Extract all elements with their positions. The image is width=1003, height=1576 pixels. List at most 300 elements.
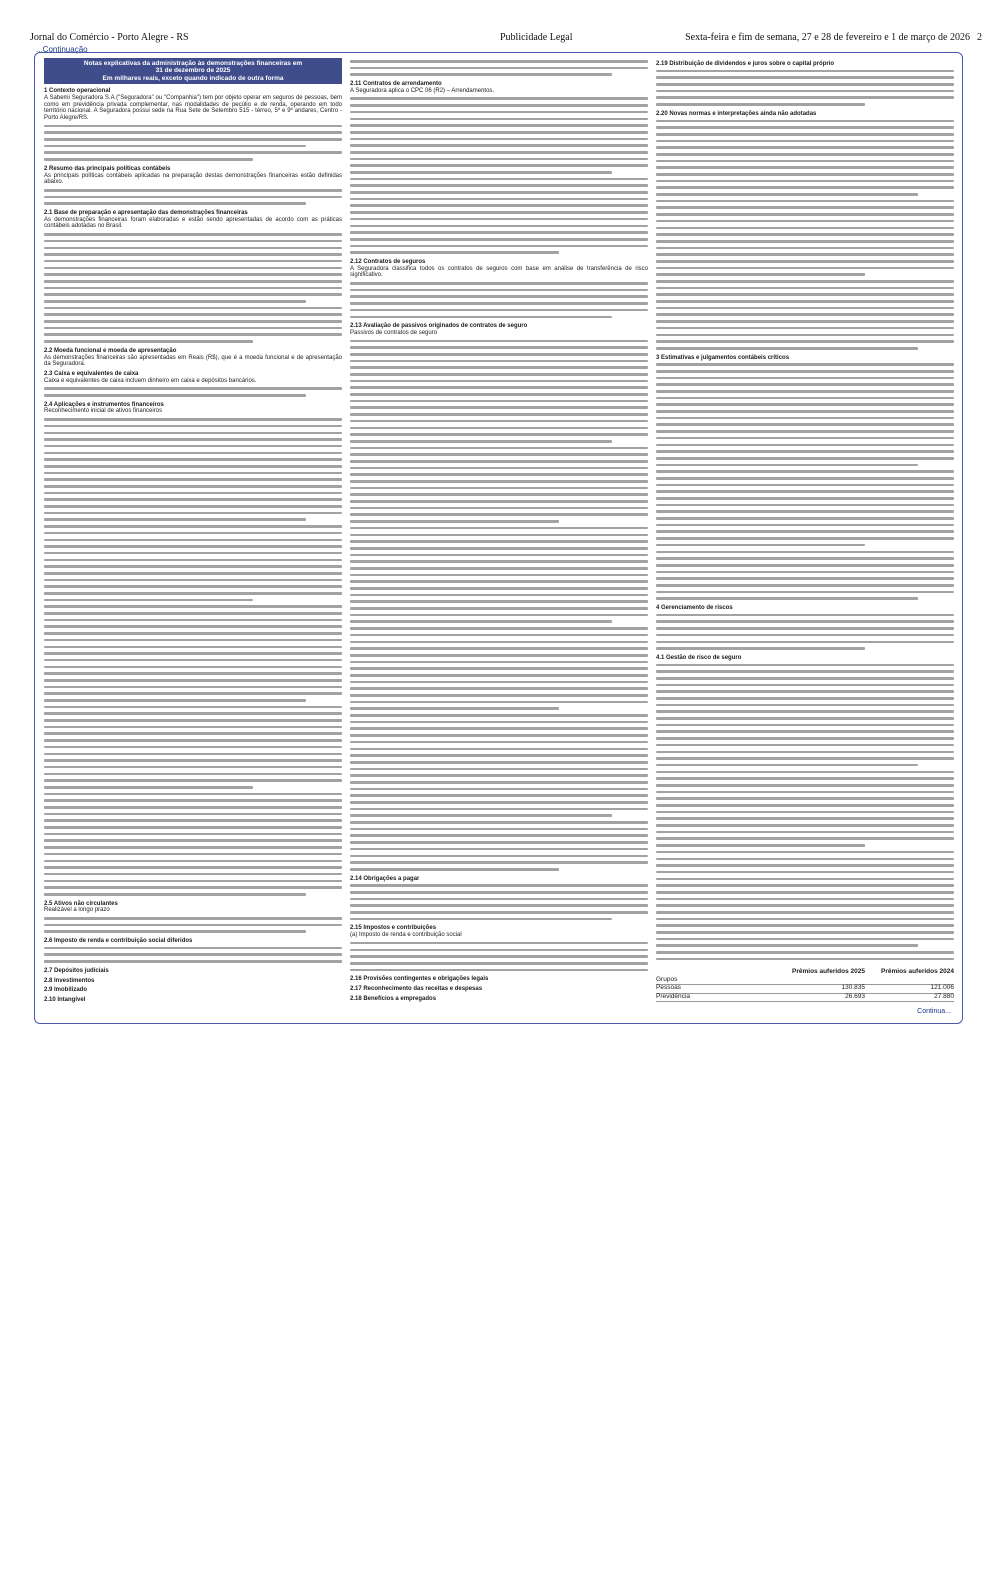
- body-text-line: [656, 789, 954, 796]
- body-text-line: [656, 695, 954, 702]
- body-text-line: [350, 940, 648, 947]
- body-text-line: [350, 632, 648, 639]
- body-text-line: [656, 809, 954, 816]
- body-text-line: [44, 550, 342, 557]
- body-text-line: [656, 835, 954, 842]
- body-text-line: [350, 846, 648, 853]
- body-text-line: [44, 617, 342, 624]
- body-text-line: [44, 305, 342, 312]
- body-text-line: [350, 505, 648, 512]
- body-text-line: [44, 278, 342, 285]
- body-text-line: [44, 503, 342, 510]
- body-text-line: [44, 891, 342, 898]
- body-text-line: [656, 184, 954, 191]
- body-text-line: [44, 630, 342, 637]
- body-text-line: [350, 792, 648, 799]
- body-text-line: [44, 717, 342, 724]
- body-text-line: [44, 690, 342, 697]
- body-text-line: [656, 929, 954, 936]
- section-heading: 2.4 Aplicações e instrumentos financeiros: [44, 401, 164, 408]
- body-text-line: [656, 428, 954, 435]
- section-heading: 2.1 Base de preparação e apresentação das demonstrações financeiras: [44, 210, 248, 217]
- body-text-line: [656, 876, 954, 883]
- body-text-line: [350, 142, 648, 149]
- body-text-line: [656, 916, 954, 923]
- body-text-line: [656, 668, 954, 675]
- body-text-line: [656, 849, 954, 856]
- body-text-line: [656, 448, 954, 455]
- body-text-line: [656, 842, 954, 849]
- body-text-line: [350, 889, 648, 896]
- body-text-line: [44, 710, 342, 717]
- body-text-line: [656, 632, 954, 639]
- body-text-line: [656, 488, 954, 495]
- body-text-line: [44, 231, 342, 238]
- body-text-line: [350, 732, 648, 739]
- body-text-line: [656, 332, 954, 339]
- body-text-line: [44, 443, 342, 450]
- body-text-line: [656, 191, 954, 198]
- body-text-line: [656, 782, 954, 789]
- body-text-line: [350, 859, 648, 866]
- column-1: [44, 58, 342, 1004]
- body-text-line: [350, 287, 648, 294]
- body-text-line: [656, 612, 954, 619]
- body-text-line: [656, 856, 954, 863]
- section-heading: 4 Gerenciamento de riscos: [656, 605, 733, 612]
- body-text-line: [656, 291, 954, 298]
- body-text-line: [656, 338, 954, 345]
- body-text-line: [656, 151, 954, 158]
- body-text-line: [656, 708, 954, 715]
- body-text-line: [350, 411, 648, 418]
- body-text-line: [350, 169, 648, 176]
- body-text-line: [350, 902, 648, 909]
- body-text-line: [350, 314, 648, 321]
- body-text-line: [656, 211, 954, 218]
- body-text-line: [44, 416, 342, 423]
- body-text-line: [44, 664, 342, 671]
- body-text-line: [656, 722, 954, 729]
- body-text-line: [656, 88, 954, 95]
- section-text: Reconhecimento inicial de ativos financeiros: [44, 408, 163, 415]
- body-text-line: [44, 958, 342, 965]
- body-text-line: [44, 463, 342, 470]
- body-text-line: [44, 884, 342, 891]
- body-text-line: [350, 391, 648, 398]
- body-text-line: [656, 569, 954, 576]
- body-text-line: [44, 784, 342, 791]
- body-text-line: [656, 595, 954, 602]
- section-text: A Sabemi Seguradora S.A ("Seguradora" ou "Companhia") tem por objeto operar em seguros de pessoas, bem como em previdência privada complementar, nas modalidades de pecúlio e de renda, operando em todo território nacional. A Seguradora possui sede na Rua Sete de Setembro 515 - térreo, 5º e 9º andares, Centro - Porto Alegre/RS.: [44, 94, 342, 122]
- body-text-line: [44, 623, 342, 630]
- body-text-line: [656, 762, 954, 769]
- body-text-line: [656, 688, 954, 695]
- body-text-line: [350, 398, 648, 405]
- section-text: As principais políticas contábeis aplicadas na preparação destas demonstrações financeiras estão definidas abaixo.: [44, 172, 342, 186]
- body-text-line: [44, 563, 342, 570]
- body-text-line: [350, 712, 648, 719]
- body-text-line: [656, 388, 954, 395]
- body-text-line: [350, 679, 648, 686]
- body-text-line: [44, 245, 342, 252]
- notes-title-line: 31 de dezembro de 2025: [155, 67, 231, 75]
- section-heading: 2.10 Intangível: [44, 996, 86, 1003]
- body-text-line: [656, 462, 954, 469]
- body-text-line: [44, 331, 342, 338]
- body-text-line: [350, 947, 648, 954]
- body-text-line: [350, 425, 648, 432]
- body-text-line: [350, 364, 648, 371]
- body-text-line: [656, 265, 954, 272]
- body-text-line: [656, 802, 954, 809]
- body-text-line: [656, 542, 954, 549]
- body-text-line: [350, 692, 648, 699]
- body-text-line: [656, 298, 954, 305]
- body-text-line: [656, 956, 954, 963]
- body-text-line: [350, 109, 648, 116]
- body-text-line: [350, 95, 648, 102]
- body-text-line: [656, 795, 954, 802]
- body-text-line: [656, 555, 954, 562]
- section-heading: 2.3 Caixa e equivalentes de caixa: [44, 370, 139, 377]
- body-text-line: [350, 58, 648, 65]
- body-text-line: [350, 511, 648, 518]
- body-text-line: [350, 853, 648, 860]
- body-text-line: [656, 815, 954, 822]
- body-text-line: [350, 438, 648, 445]
- body-text-line: [656, 368, 954, 375]
- body-text-line: [350, 672, 648, 679]
- body-text-line: [44, 811, 342, 818]
- body-text-line: [656, 225, 954, 232]
- body-text-line: [656, 562, 954, 569]
- body-text-line: [350, 458, 648, 465]
- body-text-line: [656, 285, 954, 292]
- body-text-line: [656, 869, 954, 876]
- body-text-line: [44, 704, 342, 711]
- section-heading: 2.8 Investimentos: [44, 977, 95, 984]
- notes-title: [44, 58, 342, 84]
- body-text-line: [44, 951, 342, 958]
- body-text-line: [350, 102, 648, 109]
- body-text-line: [350, 532, 648, 539]
- body-text-line: [350, 605, 648, 612]
- body-text-line: [656, 936, 954, 943]
- body-text-line: [350, 525, 648, 532]
- body-text-line: [44, 737, 342, 744]
- body-text-line: [44, 143, 342, 150]
- body-text-line: [44, 470, 342, 477]
- body-text-line: [44, 385, 342, 392]
- body-text-line: [656, 639, 954, 646]
- body-text-line: [44, 610, 342, 617]
- body-text-line: [44, 129, 342, 136]
- body-text-line: [44, 325, 342, 332]
- body-text-line: [350, 909, 648, 916]
- body-text-line: [350, 445, 648, 452]
- body-text-line: [44, 496, 342, 503]
- body-text-line: [350, 806, 648, 813]
- body-text-line: [350, 645, 648, 652]
- section-heading: 4.1 Gestão de risco de seguro: [656, 654, 742, 661]
- body-text-line: [656, 101, 954, 108]
- body-text-line: [350, 565, 648, 572]
- body-text-line: [44, 423, 342, 430]
- table-cell: 27.880: [934, 993, 954, 1001]
- section-heading: 2.20 Novas normas e interpretações ainda não adotadas: [656, 110, 817, 117]
- body-text-line: [656, 238, 954, 245]
- body-text-line: [656, 535, 954, 542]
- body-text-line: [350, 149, 648, 156]
- body-text-line: [44, 757, 342, 764]
- table-row: [656, 985, 954, 994]
- body-text-line: [656, 682, 954, 689]
- body-text-line: [656, 645, 954, 652]
- body-text-line: [44, 644, 342, 651]
- table-cell: Pessoas: [656, 984, 681, 992]
- body-text-line: [350, 786, 648, 793]
- body-text-line: [44, 804, 342, 811]
- body-text-line: [44, 187, 342, 194]
- section-heading: 2.18 Benefícios a empregados: [350, 995, 437, 1002]
- body-text-line: [44, 510, 342, 517]
- notes-title-line: Notas explicativas da administração às demonstrações financeiras em: [83, 60, 303, 67]
- body-text-line: [44, 557, 342, 564]
- body-text-line: [350, 960, 648, 967]
- body-text-line: [656, 178, 954, 185]
- body-text-line: [350, 431, 648, 438]
- body-text-line: [656, 204, 954, 211]
- body-text-line: [44, 291, 342, 298]
- body-text-line: [44, 603, 342, 610]
- body-text-line: [44, 637, 342, 644]
- body-text-line: [350, 491, 648, 498]
- body-text-line: [350, 866, 648, 873]
- body-text-line: [350, 759, 648, 766]
- body-text-line: [350, 358, 648, 365]
- table-row: [656, 994, 954, 1003]
- body-text-line: [350, 518, 648, 525]
- column-3: [656, 58, 954, 1002]
- body-text-line: [350, 249, 648, 256]
- body-text-line: [350, 300, 648, 307]
- body-text-line: [350, 122, 648, 129]
- body-text-line: [44, 878, 342, 885]
- body-text-line: [44, 684, 342, 691]
- body-text-line: [656, 271, 954, 278]
- body-text-line: [350, 216, 648, 223]
- body-text-line: [350, 618, 648, 625]
- section-text: Realizável a longo prazo: [44, 907, 110, 914]
- body-text-line: [350, 552, 648, 559]
- body-text-line: [44, 771, 342, 778]
- body-text-line: [350, 196, 648, 203]
- body-text-line: [350, 598, 648, 605]
- section-text: A Seguradora classifica todos os contratos de seguros com base em análise de transferência de risco significativo.: [350, 265, 648, 279]
- body-text-line: [656, 942, 954, 949]
- body-text-line: [656, 74, 954, 81]
- body-text-line: [350, 136, 648, 143]
- body-text-line: [350, 766, 648, 773]
- body-text-line: [44, 298, 342, 305]
- body-text-line: [656, 549, 954, 556]
- body-text-line: [350, 378, 648, 385]
- body-text-line: [656, 749, 954, 756]
- body-text-line: [656, 949, 954, 956]
- body-text-line: [656, 902, 954, 909]
- body-text-line: [44, 258, 342, 265]
- body-text-line: [350, 344, 648, 351]
- table-row: [656, 976, 954, 985]
- section-heading: 2.15 Impostos e contribuições: [350, 925, 437, 932]
- body-text-line: [350, 129, 648, 136]
- body-text-line: [656, 198, 954, 205]
- body-text-line: [656, 822, 954, 829]
- body-text-line: [44, 670, 342, 677]
- body-text-line: [350, 451, 648, 458]
- body-text-line: [44, 730, 342, 737]
- body-text-line: [656, 401, 954, 408]
- body-text-line: [656, 118, 954, 125]
- body-text-line: [656, 515, 954, 522]
- table-header-cell: Prêmios auferidos 2024: [881, 968, 954, 976]
- notes-title-line: Em milhares reais, exceto quando indicado de outra forma: [102, 74, 284, 82]
- body-text-line: [44, 490, 342, 497]
- body-text-line: [350, 839, 648, 846]
- section-heading: 2.14 Obrigações a pagar: [350, 875, 420, 882]
- body-text-line: [350, 639, 648, 646]
- page-number: 2: [977, 32, 982, 43]
- body-text-line: [44, 871, 342, 878]
- body-text-line: [44, 577, 342, 584]
- body-text-line: [44, 483, 342, 490]
- body-text-line: [44, 824, 342, 831]
- body-text-line: [656, 675, 954, 682]
- body-text-line: [350, 652, 648, 659]
- section-heading: 2.11 Contratos de arrendamento: [350, 81, 442, 88]
- body-text-line: [350, 967, 648, 974]
- table-cell: 130.835: [841, 984, 865, 992]
- body-text-line: [44, 156, 342, 163]
- section-heading: 2.19 Distribuição de dividendos e juros sobre o capital próprio: [656, 61, 835, 67]
- body-text-line: [656, 305, 954, 312]
- continuation-label: ...Continuação: [36, 45, 88, 54]
- body-text-line: [350, 485, 648, 492]
- issue-date: Sexta-feira e fim de semana, 27 e 28 de fevereiro e 1 de março de 2026: [685, 32, 970, 43]
- body-text-line: [44, 456, 342, 463]
- body-text-line: [656, 495, 954, 502]
- body-text-line: [350, 558, 648, 565]
- body-text-line: [350, 752, 648, 759]
- body-text-line: [350, 739, 648, 746]
- body-text-line: [350, 65, 648, 72]
- body-text-line: [656, 755, 954, 762]
- section-heading: 2.17 Reconhecimento das receitas e despesas: [350, 985, 483, 992]
- table-cell: Previdência: [656, 993, 690, 1001]
- body-text-line: [350, 371, 648, 378]
- body-text-line: [656, 325, 954, 332]
- body-text-line: [44, 597, 342, 604]
- table-cell: Grupos: [656, 975, 678, 983]
- body-text-line: [44, 311, 342, 318]
- section-heading: 2.6 Imposto de renda e contribuição social diferidos: [44, 938, 193, 945]
- body-text-line: [44, 677, 342, 684]
- body-text-line: [350, 896, 648, 903]
- body-text-line: [656, 345, 954, 352]
- body-text-line: [44, 945, 342, 952]
- section-text: As demonstrações financeiras são apresentadas em Reais (R$), que é a moeda funcional e de apresentação da Seguradora.: [44, 354, 342, 368]
- body-text-line: [44, 791, 342, 798]
- body-text-line: [350, 465, 648, 472]
- body-text-line: [44, 543, 342, 550]
- body-text-line: [44, 844, 342, 851]
- table-cell: 121.006: [930, 984, 954, 992]
- body-text-line: [350, 243, 648, 250]
- body-text-line: [350, 71, 648, 78]
- body-text-line: [350, 882, 648, 889]
- body-text-line: [44, 392, 342, 399]
- table-cell: 26.693: [845, 993, 865, 1001]
- body-text-line: [350, 953, 648, 960]
- body-text-line: [656, 381, 954, 388]
- body-text-line: [350, 293, 648, 300]
- body-text-line: [656, 582, 954, 589]
- body-text-line: [44, 650, 342, 657]
- section-heading: 2.9 Imobilizado: [44, 987, 88, 994]
- body-text-line: [656, 662, 954, 669]
- body-text-line: [656, 508, 954, 515]
- section-heading: 2.16 Provisões contingentes e obrigações legais: [350, 976, 489, 983]
- body-text-line: [656, 124, 954, 131]
- body-text-line: [44, 136, 342, 143]
- body-text-line: [656, 475, 954, 482]
- body-text-line: [44, 149, 342, 156]
- body-text-line: [350, 799, 648, 806]
- body-text-line: [350, 779, 648, 786]
- body-text-line: [44, 657, 342, 664]
- body-text-line: [656, 735, 954, 742]
- section-text: As demonstrações financeiras foram elaboradas e estão sendo apresentadas de acordo com as práticas contábeis adotadas no Brasil.: [44, 216, 342, 230]
- body-text-line: [350, 223, 648, 230]
- body-text-line: [350, 699, 648, 706]
- body-text-line: [656, 144, 954, 151]
- body-text-line: [656, 251, 954, 258]
- body-text-line: [350, 832, 648, 839]
- body-text-line: [44, 817, 342, 824]
- body-text-line: [350, 404, 648, 411]
- body-text-line: [44, 200, 342, 207]
- body-text-line: [656, 68, 954, 75]
- body-text-line: [350, 705, 648, 712]
- body-text-line: [44, 265, 342, 272]
- body-text-line: [350, 189, 648, 196]
- body-text-line: [350, 182, 648, 189]
- body-text-line: [656, 421, 954, 428]
- body-text-line: [350, 772, 648, 779]
- body-text-line: [656, 922, 954, 929]
- body-text-line: [350, 719, 648, 726]
- body-text-line: [350, 819, 648, 826]
- body-text-line: [44, 523, 342, 530]
- body-text-line: [656, 231, 954, 238]
- body-text-line: [44, 238, 342, 245]
- body-text-line: [44, 537, 342, 544]
- section-heading: 3 Estimativas e julgamentos contábeis críticos: [656, 354, 790, 361]
- body-text-line: [350, 156, 648, 163]
- body-text-line: [656, 862, 954, 869]
- body-text-line: [44, 285, 342, 292]
